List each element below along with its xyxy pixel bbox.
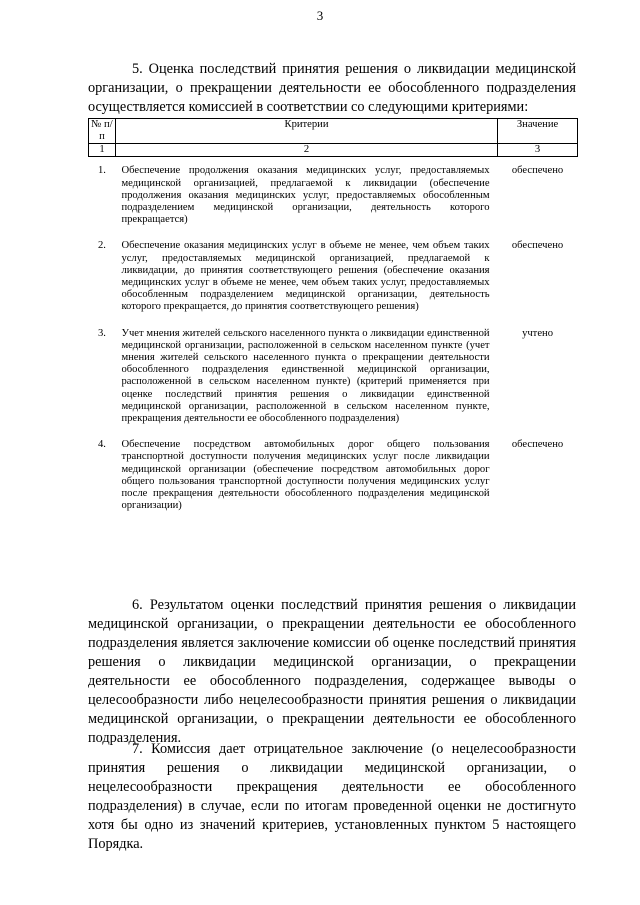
column-number: 1 (89, 144, 116, 157)
column-number: 3 (498, 144, 578, 157)
row-value: обеспечено (511, 240, 564, 252)
page-number: 3 (316, 8, 324, 23)
table-row (89, 439, 578, 512)
row-value: обеспечено (511, 165, 564, 177)
row-criterion: Учет мнения жителей сельского населенного пункта о ликвидации единственной медицинской организации, расположенной в сельском населенном пункте (учет мнения жителей сельского населенного пункта о прекращении деятельности обособленного подразделения единственной медицинской организации, расположенной в сельском населенном пункте) (критерий применяется при оценке последствий принятия решения о ликвидации единственной медицинской организации, расположенной в сельском населенном пункте, прекращения деятельности ее обособленного подразделения) (121, 327, 490, 425)
header-criteria: Критерии (115, 119, 497, 144)
row-criterion: Обеспечение оказания медицинских услуг в объеме не менее, чем объем таких услуг, предоставляемых медицинской организацией, предлагаемой к ликвидации, до принятия соответствующего решения (обеспечение оказания медицинских услуг в объеме не менее, чем объем таких услуг, предоставляемых обособленным подразделением медицинской организации, деятельность которого прекращается, до принятия соответствующего решения) (121, 240, 490, 313)
column-number: 2 (115, 144, 497, 157)
row-value: обеспечено (511, 439, 564, 451)
table-row (89, 240, 578, 313)
intro-paragraph: 5. Оценка последствий принятия решения о ликвидации медицинской организации, о прекращении деятельности ее обособленного подразделения осуществляется комиссией в соответствии со следующими критериями: (88, 61, 576, 115)
row-number: 2. (97, 240, 106, 252)
header-num: № п/п (89, 119, 116, 144)
paragraph-6: 6. Результатом оценки последствий принятия решения о ликвидации медицинской организации, о прекращении деятельности ее обособленного подразделения является заключение комиссии об оценке последствий принятия решения о ликвидации медицинской организации, о прекращении деятельности ее обособленного подразделения, содержащее выводы о целесообразности либо нецелесообразности принятия решения о ликвидации медицинской организации, о прекращении деятельности ее обособленного подразделения. (88, 597, 576, 746)
header-value: Значение (498, 119, 578, 144)
table-row (89, 165, 578, 226)
table-column-numbers-row (89, 144, 578, 157)
row-number: 1. (97, 165, 106, 177)
row-criterion: Обеспечение посредством автомобильных дорог общего пользования транспортной доступности получения медицинских услуг после ликвидации медицинской организации (обеспечение посредством автомобильных дорог общего пользования транспортной доступности получения медицинских услуг после прекращения деятельности обособленного подразделения медицинской организации) (121, 439, 490, 512)
table-header-row (89, 119, 578, 144)
row-criterion: Обеспечение продолжения оказания медицинских услуг, предоставляемых медицинской организацией, предлагаемой к ликвидации (обеспечение продолжения оказания медицинских услуг, предоставляемых обособленным подразделением медицинской организации, деятельность которого прекращается) (121, 165, 490, 226)
row-number: 3. (97, 327, 106, 339)
criteria-table (88, 118, 578, 512)
table-row (89, 328, 578, 426)
paragraph-7: 7. Комиссия дает отрицательное заключение (о нецелесообразности принятия решения о ликвидации медицинской организации, о нецелесообразности прекращения деятельности ее обособленного подразделения) в случае, если по итогам проведенной оценки не достигнуто хотя бы одно из значений критериев, установленных пунктом 5 настоящего Порядка. (88, 741, 576, 852)
row-number: 4. (97, 439, 106, 451)
row-value: учтено (522, 327, 553, 339)
